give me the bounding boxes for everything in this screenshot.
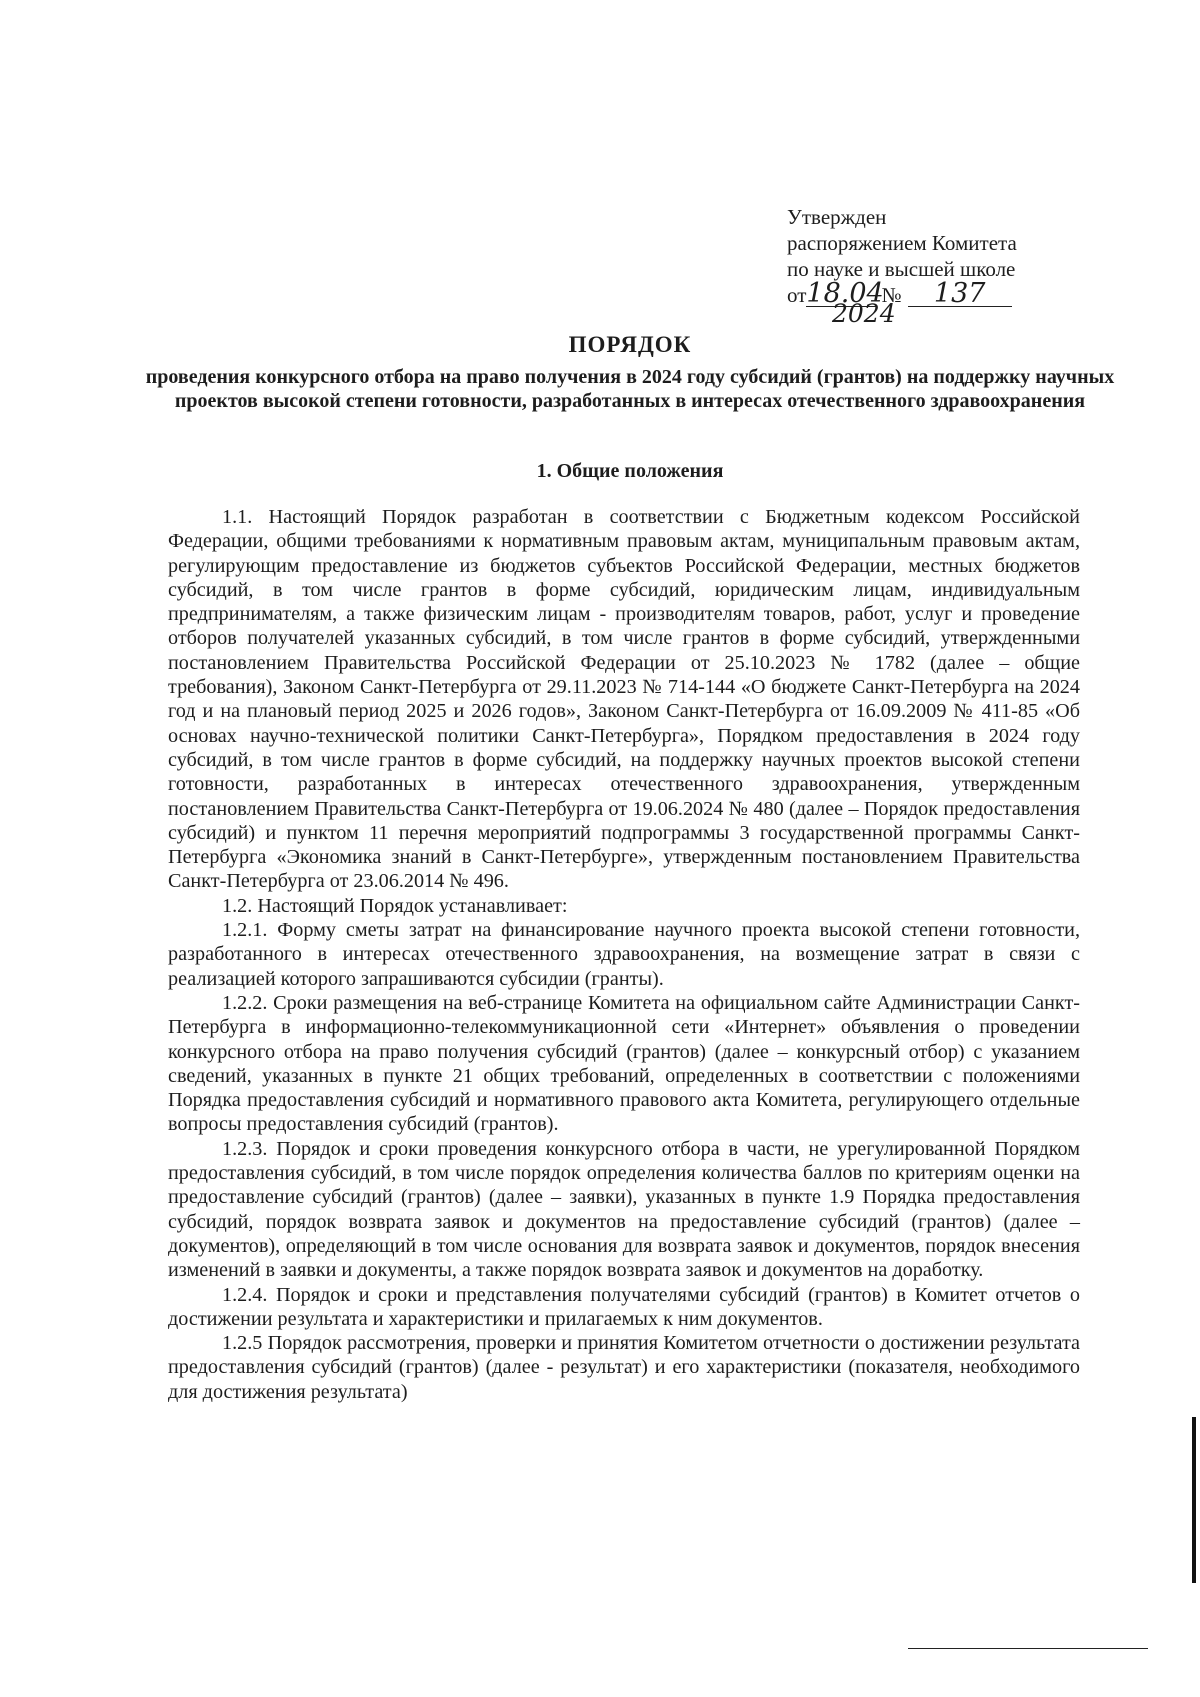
title-block (140, 330, 1120, 413)
document-subtitle: проведения конкурсного отбора на право получения в 2024 году субсидий (грантов) на поддержку научных проектов высокой степени готовности, разработанных в интересах отечественного здравоохранения (145, 366, 1115, 412)
approval-line-committee: по науке и высшей школе (787, 257, 1016, 281)
approval-line-approved: Утвержден (787, 205, 887, 229)
handwritten-year: 2024 (832, 299, 896, 328)
paragraph-1-2-2: 1.2.2. Сроки размещения на веб-странице Комитета на официальном сайте Администрации Санкт-Петербурга в информационно-телекоммуникационной сети «Интернет» объявления о проведении конкурсного отбора на право получения субсидий (грантов) (далее – конкурсный отбор) с указанием сведений, указанных в пункте 21 общих требований, определенных в соответствии с положениями Порядка предоставления субсидий и нормативного правового акта Комитета, регулирующего отдельные вопросы предоставления субсидий (грантов). (168, 991, 1080, 1136)
handwritten-date: 18.04 (806, 278, 884, 309)
document-body (168, 505, 1080, 1404)
paragraph-1-2-4: 1.2.4. Порядок и сроки и представления получателями субсидий (грантов) в Комитет отчетов о достижении результата и характеристики и прилагаемых к ним документов. (168, 1283, 1080, 1330)
date-prefix: от (787, 283, 807, 307)
approval-line-order: распоряжением Комитета (787, 231, 1017, 255)
document-title: ПОРЯДОК (568, 332, 692, 357)
approval-line-date-number (787, 278, 1047, 309)
paragraph-1-2-1: 1.2.1. Форму сметы затрат на финансирование научного проекта высокой степени готовности, разработанного в интересах отечественного здравоохранения, на возмещение затрат в связи с реализацией которого запрашиваются субсидии (гранты). (168, 919, 1080, 990)
approval-stamp (787, 204, 1047, 308)
handwritten-number: 137 (908, 282, 1012, 307)
footnote-rule (908, 1648, 1148, 1649)
section-heading: 1. Общие положения (536, 460, 724, 482)
paragraph-1-1: 1.1. Настоящий Порядок разработан в соответствии с Бюджетным кодексом Российской Федерации, общими требованиями к нормативным правовым актам, муниципальным правовым актам, регулирующим предоставление из бюджетов субъектов Российской Федерации, местных бюджетов субсидий, в том числе грантов в форме субсидий, юридическим лицам, индивидуальным предпринимателям, а также физическим лицам - производителям товаров, работ, услуг и проведение отборов получателей указанных субсидий, в том числе грантов в форме субсидий, утвержденными постановлением Правительства Российской Федерации от 25.10.2023 № 1782 (далее – общие требования), Законом Санкт-Петербурга от 29.11.2023 № 714-144 «О бюджете Санкт-Петербурга на 2024 год и на плановый период 2025 и 2026 годов», Законом Санкт-Петербурга от 16.09.2009 № 411-85 «Об основах научно-технической политики Санкт-Петербурга», Порядком предоставления в 2024 году субсидий, в том числе грантов в форме субсидий, на поддержку научных проектов высокой степени готовности, разработанных в интересах отечественного здравоохранения, утвержденным постановлением Правительства Санкт-Петербурга от 19.06.2024 № 480 (далее – Порядок предоставления субсидий) и пунктом 11 перечня мероприятий подпрограммы 3 государственной программы Санкт-Петербурга «Экономика знаний в Санкт-Петербурге», утвержденным постановлением Правительства Санкт-Петербурга от 23.06.2014 № 496. (168, 506, 1080, 893)
number-label: № (881, 283, 902, 307)
paragraph-1-2: 1.2. Настоящий Порядок устанавливает: (222, 894, 568, 917)
paragraph-1-2-5: 1.2.5 Порядок рассмотрения, проверки и принятия Комитетом отчетности о достижении результата предоставления субсидий (грантов) (далее - результат) и его характеристики (показателя, необходимого для достижения результата) (168, 1332, 1080, 1403)
paragraph-1-2-3: 1.2.3. Порядок и сроки проведения конкурсного отбора в части, не урегулированной Порядком предоставления субсидий, в том числе порядок определения количества баллов по критериям оценки на предоставление субсидий (грантов) (далее – заявки), указанных в пункте 1.9 Порядка предоставления субсидий, порядок возврата заявок и документов на предоставление субсидий (грантов) (далее – документов), определяющий в том числе основания для возврата заявок и документов, порядок внесения изменений в заявки и документы, а также порядок возврата заявок и документов на доработку. (168, 1137, 1080, 1282)
scan-edge-mark (1192, 1417, 1196, 1583)
